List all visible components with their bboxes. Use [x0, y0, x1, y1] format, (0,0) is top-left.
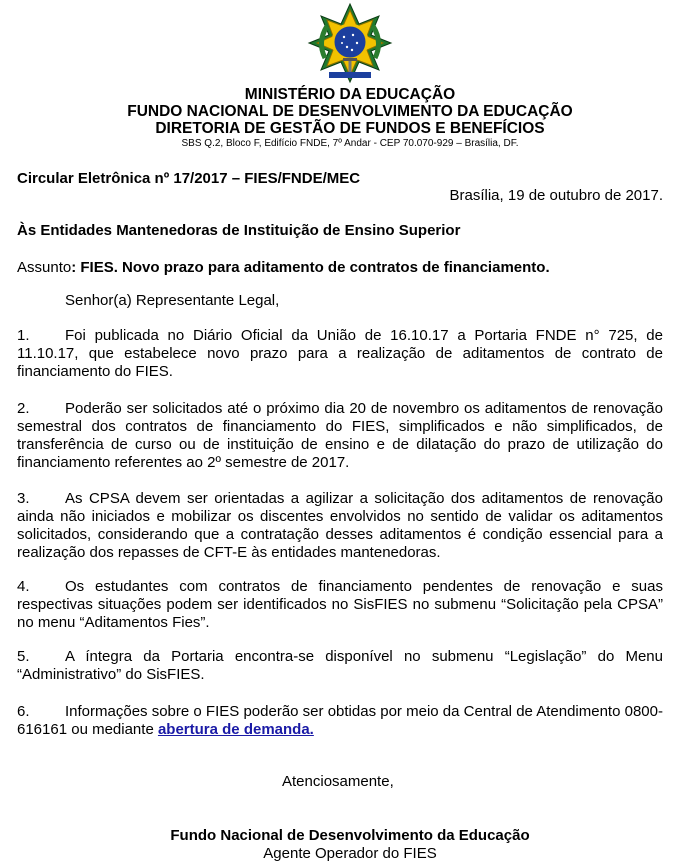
- address-line: SBS Q.2, Bloco F, Edifício FNDE, 7º Andar - CEP 70.070-929 – Brasília, DF.: [181, 138, 519, 149]
- subject-label: Assunto: [17, 259, 72, 276]
- paragraph-number: 4.: [17, 578, 30, 595]
- paragraph-text: Poderão ser solicitados até o próximo dia 20 de novembro os aditamentos de renovação semestral dos contratos de financiamento do FIES, simplificados e não simplificados, de transferência de curso ou de instituição de ensino e de dilatação do prazo de utilização do financiamento referentes ao 2º semestre de 2017.: [17, 400, 663, 471]
- paragraph-number: 2.: [17, 400, 30, 417]
- paragraph-6: [17, 703, 663, 739]
- circular-reference: Circular Eletrônica nº 17/2017 – FIES/FNDE/MEC: [17, 170, 361, 187]
- directorate-name: DIRETORIA DE GESTÃO DE FUNDOS E BENEFÍCIOS: [155, 120, 545, 137]
- paragraph-4: [17, 578, 663, 632]
- subject-line: [17, 259, 550, 277]
- addressee: Às Entidades Mantenedoras de Instituição de Ensino Superior: [17, 222, 461, 239]
- coat-of-arms-emblem: [307, 2, 393, 84]
- signature-role: Agente Operador do FIES: [263, 845, 437, 862]
- signature-org: Fundo Nacional de Desenvolvimento da Educação: [170, 827, 530, 844]
- place-date: Brasília, 19 de outubro de 2017.: [449, 187, 663, 204]
- paragraph-text: A íntegra da Portaria encontra-se disponível no submenu “Legislação” do Menu “Administrativo” do SisFIES.: [17, 648, 663, 683]
- regards: Atenciosamente,: [282, 773, 394, 790]
- paragraph-number: 5.: [17, 648, 30, 665]
- paragraph-text: As CPSA devem ser orientadas a agilizar a solicitação dos aditamentos de renovação ainda não iniciados e mobilizar os discentes envolvidos no sentido de validar os aditamentos solicitados, considerando que a contratação desses aditamentos é condição essencial para a realização dos repasses de CFT-E às entidades mantenedoras.: [17, 490, 663, 561]
- paragraph-text: Informações sobre o FIES poderão ser obtidas por meio da Central de Atendimento 0800-616161 ou mediante: [17, 703, 663, 738]
- paragraph-5: [17, 648, 663, 684]
- subject-text: : FIES. Novo prazo para aditamento de contratos de financiamento.: [71, 259, 550, 276]
- paragraph-number: 1.: [17, 327, 30, 344]
- paragraph-text: Os estudantes com contratos de financiamento pendentes de renovação e suas respectivas situações podem ser identificados no SisFIES no submenu “Solicitação pela CPSA” no menu “Aditamentos Fies”.: [17, 578, 663, 631]
- ministry-name: MINISTÉRIO DA EDUCAÇÃO: [244, 86, 456, 103]
- fund-name: FUNDO NACIONAL DE DESENVOLVIMENTO DA EDUCAÇÃO: [127, 103, 573, 120]
- salutation: Senhor(a) Representante Legal,: [65, 292, 280, 309]
- paragraph-1: [17, 327, 663, 381]
- open-demand-link[interactable]: abertura de demanda.: [157, 721, 314, 738]
- paragraph-3: [17, 490, 663, 562]
- paragraph-number: 3.: [17, 490, 30, 507]
- paragraph-text: Foi publicada no Diário Oficial da União de 16.10.17 a Portaria FNDE n° 725, de 11.10.17, que estabelece novo prazo para a realização de aditamentos de contrato de financiamento do FIES.: [17, 327, 663, 380]
- paragraph-number: 6.: [17, 703, 30, 720]
- paragraph-2: [17, 400, 663, 472]
